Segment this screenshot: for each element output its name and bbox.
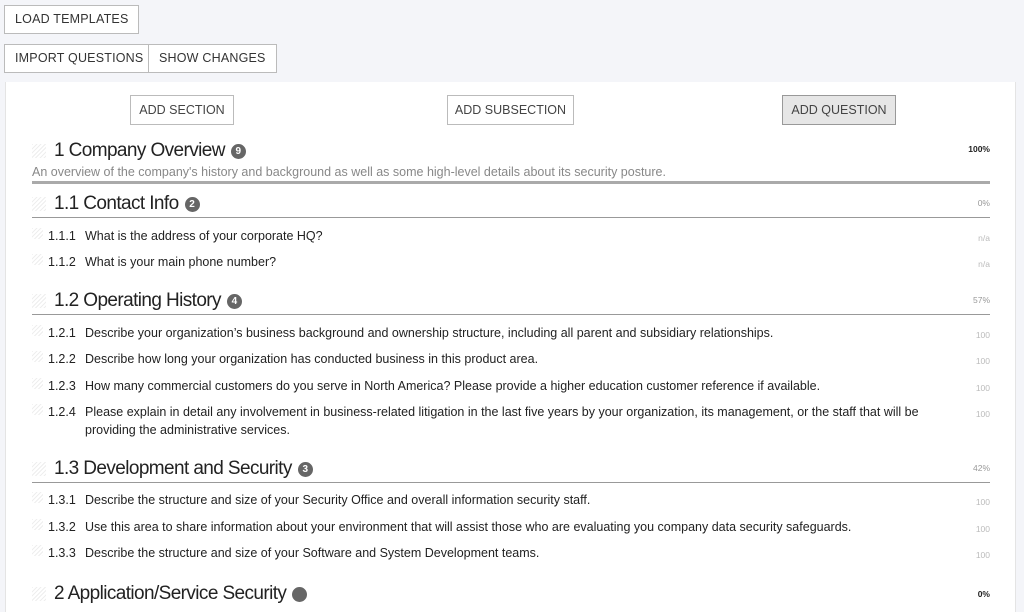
count-badge: 4 xyxy=(227,294,242,309)
divider xyxy=(32,217,990,218)
question-text: Please explain in detail any involvement in business-related litigation in the last five years by your organization, its management, or the staff that will be providing the administrative services. xyxy=(85,405,919,437)
drag-handle-icon[interactable] xyxy=(32,404,43,415)
drag-handle-icon[interactable] xyxy=(32,492,43,503)
divider xyxy=(32,181,990,184)
load-templates-button[interactable]: LOAD TEMPLATES xyxy=(4,5,139,34)
subsection-title: 1.1 Contact Info xyxy=(54,193,179,214)
divider xyxy=(32,482,990,483)
divider xyxy=(32,314,990,315)
question-score: n/a xyxy=(978,233,990,243)
question-number: 1.2.1 xyxy=(48,326,76,340)
subsection-percent: 57% xyxy=(972,295,990,305)
question-score: 100 xyxy=(975,550,990,560)
drag-handle-icon[interactable] xyxy=(32,294,46,308)
add-question-button[interactable]: ADD QUESTION xyxy=(782,95,896,125)
subsection-percent: 42% xyxy=(972,463,990,473)
question-text: Use this area to share information about your environment that will assist those who are evaluating you company data security safeguards. xyxy=(85,520,852,534)
drag-handle-icon[interactable] xyxy=(32,378,43,389)
question-number: 1.2.3 xyxy=(48,379,76,393)
show-changes-button[interactable]: SHOW CHANGES xyxy=(148,44,277,73)
questionnaire-panel xyxy=(5,82,1016,612)
subsection-title: 1.3 Development and Security xyxy=(54,458,292,479)
question-text: What is the address of your corporate HQ? xyxy=(85,229,323,243)
drag-handle-icon[interactable] xyxy=(32,587,46,601)
drag-handle-icon[interactable] xyxy=(32,325,43,336)
drag-handle-icon[interactable] xyxy=(32,197,46,211)
question-text: Describe the structure and size of your Software and System Development teams. xyxy=(85,546,540,560)
question-score: 100 xyxy=(975,524,990,534)
count-badge: 3 xyxy=(298,462,313,477)
subsection-percent: 0% xyxy=(977,198,990,208)
add-subsection-button[interactable]: ADD SUBSECTION xyxy=(447,95,574,125)
section-title: 2 Application/Service Security xyxy=(54,583,287,604)
question-number: 1.1.1 xyxy=(48,229,76,243)
question-score: 100 xyxy=(975,383,990,393)
section-title: 1 Company Overview xyxy=(54,140,225,161)
question-score: 100 xyxy=(975,356,990,366)
question-text: Describe how long your organization has conducted business in this product area. xyxy=(85,352,539,366)
count-badge: 9 xyxy=(231,144,246,159)
import-questions-button[interactable]: IMPORT QUESTIONS xyxy=(4,44,154,73)
drag-handle-icon[interactable] xyxy=(32,254,43,265)
drag-handle-icon[interactable] xyxy=(32,228,43,239)
section-percent: 100% xyxy=(968,144,990,154)
question-number: 1.2.4 xyxy=(48,405,76,419)
question-score: 100 xyxy=(975,330,990,340)
drag-handle-icon[interactable] xyxy=(32,144,46,158)
count-badge xyxy=(292,587,307,602)
drag-handle-icon[interactable] xyxy=(32,351,43,362)
question-number: 1.1.2 xyxy=(48,255,76,269)
question-text: What is your main phone number? xyxy=(85,255,277,269)
add-section-button[interactable]: ADD SECTION xyxy=(130,95,234,125)
question-number: 1.3.1 xyxy=(48,493,76,507)
question-text: Describe the structure and size of your Security Office and overall information security staff. xyxy=(85,493,591,507)
section-percent: 0% xyxy=(977,589,990,599)
count-badge: 2 xyxy=(185,197,200,212)
subsection-title: 1.2 Operating History xyxy=(54,290,221,311)
question-text: How many commercial customers do you serve in North America? Please provide a higher education customer reference if available. xyxy=(85,379,821,393)
drag-handle-icon[interactable] xyxy=(32,462,46,476)
question-score: 100 xyxy=(975,409,990,419)
question-score: 100 xyxy=(975,497,990,507)
question-score: n/a xyxy=(978,259,990,269)
question-number: 1.2.2 xyxy=(48,352,76,366)
drag-handle-icon[interactable] xyxy=(32,519,43,530)
drag-handle-icon[interactable] xyxy=(32,545,43,556)
section-description: An overview of the company's history and background as well as some high-level details about its security posture. xyxy=(32,165,666,179)
question-number: 1.3.3 xyxy=(48,546,76,560)
question-text: Describe your organization’s business background and ownership structure, including all parent and subsidiary relationships. xyxy=(85,326,774,340)
question-number: 1.3.2 xyxy=(48,520,76,534)
